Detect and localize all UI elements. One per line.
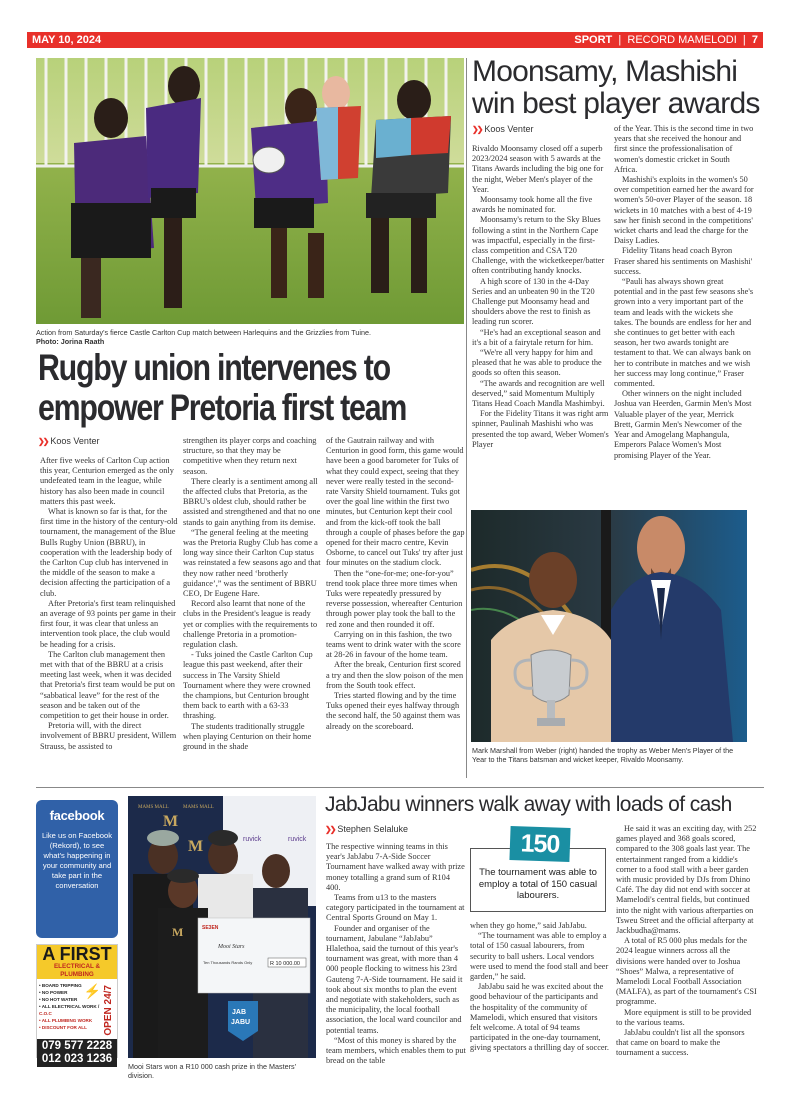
svg-text:M: M xyxy=(163,813,179,830)
paragraph: Pretoria will, with the direct involvement of BBRU president, Willem Strauss, be assisted to xyxy=(40,721,177,751)
jabjabu-photo-image xyxy=(128,796,316,1058)
svg-text:MAMS MALL: MAMS MALL xyxy=(138,805,169,810)
paragraph: Teams from u13 to the masters category participated in the tournament at Central Sports Ground on May 1. xyxy=(326,893,465,923)
section-label: SPORT | RECORD MAMELODI | 7 xyxy=(574,34,758,46)
rugby-photo xyxy=(36,58,464,324)
paragraph: Tries started flowing and by the time Tuks opened their eyes halfway through the second half, the 50 against them was already on the scoreboard. xyxy=(326,691,461,731)
paragraph: Mashishi's exploits in the women's 50 over competition earned her the award for women's 50-over Player of the season. 18 wickets in 10 matches with a best of 4-19 saw her finish second in the competitions' wicket charts and lead the charge for the Daisy Ladies. xyxy=(614,175,754,246)
advert-body xyxy=(37,979,117,1039)
cricket-headline-line2: win best player awards xyxy=(472,87,760,120)
issue-date: MAY 10, 2024 xyxy=(32,34,102,46)
facebook-logo: facebook xyxy=(49,808,105,823)
rugby-byline xyxy=(38,436,99,446)
advert-phone-numbers xyxy=(37,1039,117,1067)
publication-name: RECORD MAMELODI xyxy=(627,34,737,46)
paragraph: Carrying on in this fashion, the two teams went to drink water with the score at 28-26 in favour of the home team. xyxy=(326,629,461,660)
service-item: • ALL ELECTRICAL WORK / xyxy=(39,1004,100,1009)
paragraph: of the Gautrain railway and with Centurion in good form, this game would have been a good barometer for Tuks of what they could expect, seeing that they never were really tested in the second-rate Varsity Shield tournament. Tuks got over the goal line within the first two minutes, but Centurion kept their cool and from the kick-off took the ball through a couple of phases before the gap opened for their macro centre, Kevin Osborne, to cancel out Tuks' try after just four minutes on the stadium clock. xyxy=(326,436,465,568)
jabjabu-byline xyxy=(325,824,408,834)
paragraph: Moonsamy took home all the five awards he nominated for. xyxy=(472,195,593,215)
rugby-photo-image xyxy=(36,58,464,324)
jabjabu-photo xyxy=(128,796,316,1058)
service-item: C.O.C xyxy=(39,1011,52,1016)
byline-author: Koos Venter xyxy=(484,124,534,134)
paragraph: Then the “one-for-me; one-for-you” trend took place three more times when Tuks were repeatedly pressured by reverse possession, whereafter Centurion through power play took the ball to the red zone and then rounded it off. xyxy=(326,568,463,629)
svg-text:Ten Thousands Rands Only: Ten Thousands Rands Only xyxy=(203,960,253,965)
cricket-column-2 xyxy=(614,124,754,461)
cricket-column-1 xyxy=(472,144,610,450)
jabjabu-column-3 xyxy=(616,824,758,1059)
awards-photo xyxy=(471,510,747,742)
paragraph: Other winners on the night included Joshua van Heerden, Garmin Men's Most Valuable player of the year, Merrick Brett, Garmin Men's Newcomer of the Year and Amogelang Maphangula, Emperors Palace Women's Most promising Player of the Year. xyxy=(614,389,752,460)
paragraph: He said it was an exciting day, with 252 games played and 368 goals scored, compared to the 308 goals last year. The entertainment ranged from a kiddie's corner to a food stall with a beer garden with music provided by DJs from Dhino Café. The day did not end with soccer at Mamelodi's central fields, but continued into the night with various afterparties on Tsweu Street and the official afterparty at Jackbudha@mams. xyxy=(616,824,757,936)
paragraph: “We're all very happy for him and pleased that he was able to produce the goods so often this season. xyxy=(472,348,602,378)
paragraph: JabJabu said he was excited about the good behaviour of the participants and the hospitality of the community of Mamelodi, which ensured that visitors felt welcome. A total of 94 teams participated in the one-day tournament, giving spectators a thrilling day of soccer. xyxy=(470,982,609,1053)
svg-text:ruvick: ruvick xyxy=(243,836,262,843)
open-24-7-badge: OPEN 24/7 xyxy=(103,985,114,1036)
svg-text:ruvick: ruvick xyxy=(288,836,307,843)
paragraph: The respective winning teams in this year's JabJabu 7-A-Side Soccer Tournament have walked away with prize money totalling a grand sum of R104 400. xyxy=(326,842,465,892)
paragraph: What is known so far is that, for the first time in the history of the century-old tournament, the management of the Blue Bulls Rugby Union (BBRU), in cooperation with the leadership body of the Carlton Cup club has intervened in the middle of the season to make a decision affecting the participation of a club. xyxy=(40,507,178,598)
paragraph: Record also learnt that none of the clubs in the President's league is ready yet or complies with the requirements to challenge Pretoria in a promotion-regulation clash. xyxy=(183,599,318,650)
byline-author: Koos Venter xyxy=(50,436,100,446)
cricket-headline xyxy=(472,56,784,120)
cricket-headline-line1: Moonsamy, Mashishi xyxy=(472,55,738,88)
paragraph: After five weeks of Carlton Cup action this year, Centurion emerged as the only undefeated team in the league, while history has also been made in council matters this past week. xyxy=(40,456,174,506)
rugby-headline-line2: empower Pretoria first team xyxy=(38,387,407,428)
paragraph: Rivaldo Moonsamy closed off a superb 2023/2024 season with 5 awards at the Titans Awards including the big one for the night, Weber Men's player of the Year. xyxy=(472,144,604,194)
service-item: • NO HOT WATER xyxy=(39,997,78,1002)
phone-number[interactable]: 012 023 1236 xyxy=(41,1053,113,1065)
column-divider xyxy=(466,58,467,778)
service-item: • ALL PLUMBING WORK xyxy=(39,1018,93,1023)
page-header xyxy=(27,32,763,48)
paragraph: “Pauli has always shown great potential and in the past few seasons she's grown into a very important part of the team and leads with the wickets she takes. The bounds are endless for her and she continues to get better with each season, her two awards tonight are testament to that. We can always bank on her to contribute in matches and we wish her success may long continue,” Fraser commented. xyxy=(614,277,754,389)
byline-arrow-icon: ❯❯ xyxy=(38,436,48,446)
photo-credit: Photo: Jorina Raath xyxy=(36,337,105,346)
service-item: • BOARD TRIPPING xyxy=(39,983,82,988)
stat-callout-text: The tournament was able to employ a total of 150 casual labourers. xyxy=(478,867,598,901)
paragraph: Fidelity Titans head coach Byron Fraser shared his sentiments on Mashishi' success. xyxy=(614,246,753,276)
paragraph: Founder and organiser of the tournament, Jabulane “JabJabu” Hlalethoa, said the turnout of this year's tournament was great, with more than 4 000 people flocking to witness his 23rd Gauteng 7-A-Side tournament. He said it took about six months to plan the event and negotiate with stakeholders, such as the municipality, the local football association, the local ward councilor and potential teams. xyxy=(326,923,463,1035)
byline-author: Stephen Selaluke xyxy=(337,824,408,834)
svg-text:MAMS MALL: MAMS MALL xyxy=(183,805,214,810)
advert-subtitle: ELECTRICAL & PLUMBING xyxy=(53,963,101,978)
paragraph: More equipment is still to be provided to the various teams. xyxy=(616,1007,752,1027)
paragraph: “The tournament was able to employ a total of 150 casual labourers, from security to ball ushers. Local vendors were used to mend the food stall and beer garden,” he said. xyxy=(470,931,609,982)
paragraph: After the break, Centurion first scored a try and then the slow poison of the men from the South took effect. xyxy=(326,660,464,690)
rugby-column-2 xyxy=(183,436,321,752)
rugby-column-1 xyxy=(40,456,178,752)
jabjabu-column-2 xyxy=(470,921,610,1054)
paragraph: JabJabu couldn't list all the sponsors that came on board to make the tournament a success. xyxy=(616,1028,745,1058)
svg-text:JABU: JABU xyxy=(231,1019,251,1026)
rugby-headline-line1: Rugby union intervenes to xyxy=(38,347,390,388)
byline-arrow-icon: ❯❯ xyxy=(472,124,482,134)
svg-text:M: M xyxy=(188,838,204,855)
cricket-byline xyxy=(472,124,533,134)
paragraph: “He's had an exceptional season and it's a bit of a fairytale return for him. xyxy=(472,327,601,347)
section-divider xyxy=(36,787,764,788)
advert-title: A FIRST xyxy=(42,944,112,964)
svg-text:JAB: JAB xyxy=(232,1009,247,1016)
lightning-bolt-icon: ⚡ xyxy=(83,983,101,999)
paragraph: of the Year. This is the second time in two years that she received the honour and first since the professionalisation of women's domestic cricket in South Africa. xyxy=(614,124,754,174)
paragraph: After Pretoria's first team relinquished an average of 93 points per game in their first four, it was clear that unless an intervention took place, the club would be heading for a crisis. xyxy=(40,598,176,649)
paragraph: Moonsamy's return to the Sky Blues following a stint in the Northern Cape was impactful, especially in the first-class competition and CSA T20 Challenge, with the wicketkeeper/batter often contributing handy knocks. xyxy=(472,215,605,276)
jabjabu-headline: JabJabu winners walk away with loads of cash xyxy=(325,793,732,816)
facebook-promo[interactable] xyxy=(36,800,118,938)
paragraph: The students traditionally struggle when playing Centurion on their home ground in the shade xyxy=(183,721,312,752)
svg-text:R 10 000.00: R 10 000.00 xyxy=(270,961,300,967)
facebook-promo-text: Like us on Facebook (Rekord), to see what's happening in your community and take part in the conversation xyxy=(41,831,113,890)
paragraph: strengthen its player corps and coaching structure, so that they may be competitive when they return next season. xyxy=(183,436,317,476)
stat-callout-number: 150 xyxy=(509,826,570,862)
paragraph: For the Fidelity Titans it was right arm spinner, Paulinah Mashishi who was presented the top award, Weber Women's Player xyxy=(472,409,609,449)
rugby-photo-caption xyxy=(36,328,466,346)
paragraph: “The awards and recognition are well deserved,” said Momentum Multiply Titans Head Coach Mandla Mashimbyi. xyxy=(472,378,605,409)
svg-text:Mooi Stars: Mooi Stars xyxy=(218,944,245,950)
paragraph: “Most of this money is shared by the team members, which enables them to put bread on the table xyxy=(326,1035,466,1066)
paragraph: “The general feeling at the meeting was the Pretoria Rugby Club has come a long way since their Carlton Cup status was reinstated a few seasons ago and that they now rather need ‘brotherly guidance’,” was the sentiment of BBRU CEO, Dr Eugene Hare. xyxy=(183,527,321,599)
paragraph: A total of R5 000 plus medals for the 2024 league winners across all the divisions were handed over to Joshua “Shoes” Malwa, a representative of Mamelodi Local Football Association (MALFA), as part of the tournament's CSI programme. xyxy=(616,936,757,1007)
awards-photo-image xyxy=(471,510,747,742)
paragraph: The Carlton club management then met with that of the BBRU at a crisis meeting last week, when it was decided that Pretoria's first team would be put on “sabbatical leave” for the rest of the season and be taken out of the competition to get their house in order. xyxy=(40,649,175,721)
section-name: SPORT xyxy=(574,34,613,46)
caption-text: Action from Saturday's fierce Castle Carlton Cup match between Harlequins and the Grizzlies from Tuine. xyxy=(36,328,371,337)
service-item: • DISCOUNT FOR ALL xyxy=(39,1025,87,1030)
awards-photo-caption: Mark Marshall from Weber (right) handed the trophy as Weber Men's Player of the Year to the Titans batsman and wicket keeper, Rivaldo Moonsamy. xyxy=(472,746,734,764)
paragraph: - Tuks joined the Castle Carlton Cup league this past weekend, after their success in The Varsity Shield Tournament where they were crowned the champions, but Centurion brought them back to earth with a 63-33 thrashing. xyxy=(183,650,313,721)
phone-number[interactable]: 079 577 2228 xyxy=(41,1040,113,1052)
rugby-column-3 xyxy=(326,436,466,732)
page-number: 7 xyxy=(751,34,758,46)
byline-arrow-icon: ❯❯ xyxy=(325,824,335,834)
paragraph: when they go home,” said JabJabu. xyxy=(470,921,587,930)
jabjabu-column-1 xyxy=(326,842,466,1066)
paragraph: A high score of 130 in the 4-Day Series and an unbeaten 90 in the T20 Challenge put Moonsamy head and shoulders above the rest to finish as leading run scorer. xyxy=(472,276,595,327)
electrical-plumbing-advert xyxy=(36,944,118,1065)
rugby-headline xyxy=(38,348,481,428)
svg-text:SE3EN: SE3EN xyxy=(202,925,219,931)
paragraph: There clearly is a sentiment among all the affected clubs that Pretoria, as the BBRU's oldest club, should rather be assisted and strengthened and that no one stands to gain anything from its demise. xyxy=(183,476,321,527)
svg-text:M: M xyxy=(172,925,184,939)
service-item: • NO POWER xyxy=(39,990,68,995)
jabjabu-photo-caption: Mooi Stars won a R10 000 cash prize in the Masters' division. xyxy=(128,1062,296,1080)
